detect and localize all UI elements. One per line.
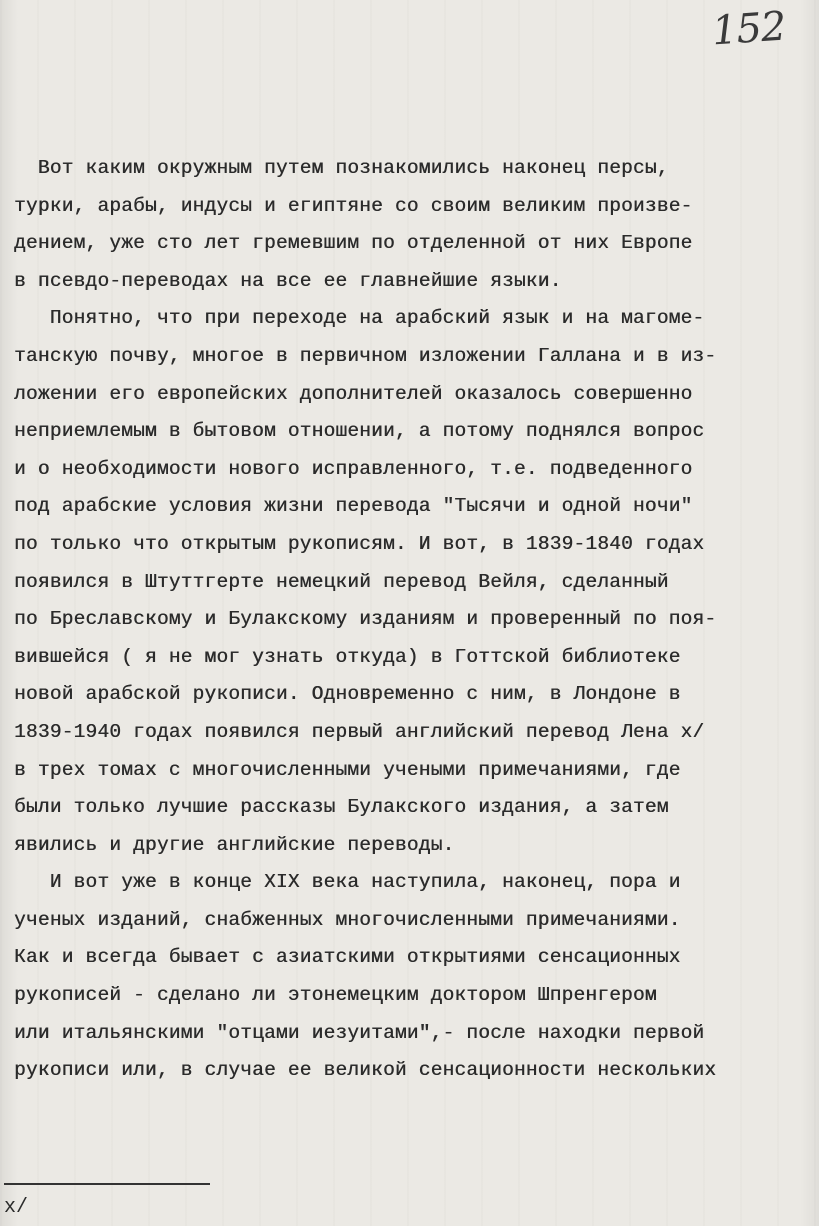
text-line: были только лучшие рассказы Булакского издания, а затем [14,796,669,819]
footnote-divider [4,1183,210,1185]
text-line: Понятно, что при переходе на арабский язык и на магоме- [14,307,705,330]
text-line: явились и другие английские переводы. [14,833,455,856]
text-line: рукописи или, в случае ее великой сенсационности нескольких [14,1059,717,1082]
text-line: Как и всегда бывает с азиатскими открытиями сенсационных [14,946,681,969]
text-line: 1839-1940 годах появился первый английский перевод Лена x/ [14,720,705,743]
text-line: и о необходимости нового исправленного, т.е. подведенного [14,457,693,480]
text-line: неприемлемым в бытовом отношении, а потому поднялся вопрос [14,420,705,443]
text-line: ложении его европейских дополнителей оказалось совершенно [14,382,693,405]
text-line: И вот уже в конце XIX века наступила, наконец, пора и [14,871,681,894]
text-line: под арабские условия жизни перевода "Тысячи и одной ночи" [14,495,693,518]
text-line: в трех томах с многочисленными учеными примечаниями, где [14,758,681,781]
text-line: появился в Штуттгерте немецкий перевод Вейля, сделанный [14,570,669,593]
text-line: по только что открытым рукописям. И вот, в 1839-1840 годах [14,532,705,555]
text-line: новой арабской рукописи. Одновременно с ним, в Лондоне в [14,683,681,706]
footnote-mark: x/ [4,1196,29,1219]
text-line: Вот каким окружным путем познакомились наконец персы, [14,157,669,179]
page-number: 152 [710,3,787,55]
text-line: рукописей - сделано ли этонемецким доктором Шпренгером [14,984,657,1007]
text-line: в псевдо-переводах на все ее главнейшие языки. [14,269,562,292]
text-line: дением, уже сто лет гремевшим по отделенной от них Европе [14,232,693,255]
text-line: по Бреславскому и Булакскому изданиям и проверенный по поя- [14,608,717,631]
body-text [14,150,814,1090]
text-line: турки, арабы, индусы и египтяне со своим великим произве- [14,194,693,217]
text-line: вившейся ( я не мог узнать откуда) в Готтской библиотеке [14,645,681,668]
text-line: ученых изданий, снабженных многочисленными примечаниями. [14,908,681,931]
text-line: танскую почву, многое в первичном изложении Галлана и в из- [14,344,717,367]
text-line: или итальянскими "отцами иезуитами",- после находки первой [14,1021,705,1044]
